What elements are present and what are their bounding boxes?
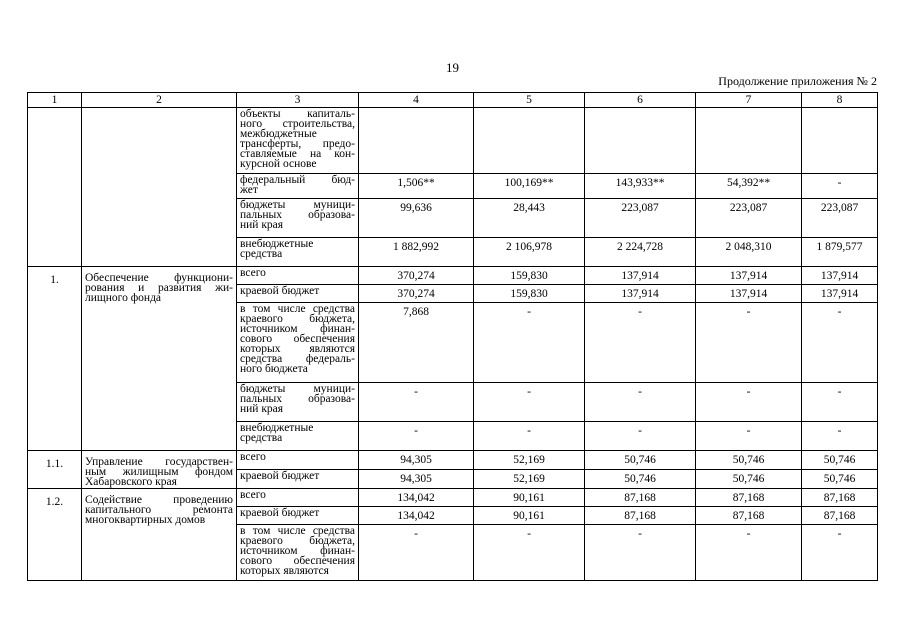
value-cell: 52,169	[474, 451, 585, 470]
value-cell: 54,392**	[696, 174, 802, 199]
funding-source-line: которых являются	[240, 343, 355, 355]
value-cell: 94,305	[359, 470, 474, 489]
value-cell: -	[696, 525, 802, 581]
value-cell: -	[696, 383, 802, 422]
header-cell: 1	[28, 93, 82, 108]
item-name	[82, 108, 237, 267]
funding-source-line: ний края	[240, 219, 284, 231]
value-cell: 87,168	[585, 507, 696, 525]
funding-source	[237, 267, 359, 285]
value-cell: 2 106,978	[474, 238, 585, 267]
value-cell: 1 879,577	[802, 238, 878, 267]
funding-source-line: в том числе средства	[240, 303, 355, 315]
funding-source-line: ставляемые на кон-	[240, 148, 355, 160]
value-cell: 90,161	[474, 507, 585, 525]
value-cell: -	[474, 383, 585, 422]
funding-source	[237, 303, 359, 383]
value-cell: -	[474, 422, 585, 451]
funding-source-line: жет	[240, 184, 258, 196]
value-cell	[802, 108, 878, 174]
funding-source-line: сового обеспечения	[240, 333, 355, 345]
value-cell	[474, 108, 585, 174]
table-row	[28, 267, 878, 285]
funding-source-line: источником финан-	[240, 545, 355, 557]
value-cell: 137,914	[585, 285, 696, 303]
value-cell: -	[585, 303, 696, 383]
value-cell: 90,161	[474, 489, 585, 507]
funding-source-line: ний края	[240, 403, 284, 415]
funding-source-line: краевой бюджет	[240, 470, 320, 482]
funding-source	[237, 451, 359, 470]
value-cell: 99,636	[359, 199, 474, 238]
header-cell: 5	[474, 93, 585, 108]
value-cell: 223,087	[696, 199, 802, 238]
funding-source-line: бюджеты муници-	[240, 199, 355, 211]
funding-source-line: межбюджетные	[240, 128, 317, 140]
value-cell: -	[474, 303, 585, 383]
header-cell: 3	[237, 93, 359, 108]
funding-source-line: ного строительства,	[240, 118, 355, 130]
value-cell: 159,830	[474, 285, 585, 303]
value-cell: 137,914	[802, 267, 878, 285]
budget-table	[27, 92, 878, 581]
header-cell: 8	[802, 93, 878, 108]
funding-source	[237, 174, 359, 199]
value-cell: -	[474, 525, 585, 581]
table-row	[28, 489, 878, 507]
value-cell	[696, 108, 802, 174]
funding-source	[237, 285, 359, 303]
funding-source-line: пальных образова-	[240, 393, 355, 405]
item-name: Обеспечение функциони-рования и развития жи-лищного фонда	[82, 267, 237, 451]
table-row	[28, 108, 878, 174]
header-cell: 7	[696, 93, 802, 108]
page-number: 19	[446, 60, 459, 75]
funding-source-line: которых являются	[240, 565, 329, 577]
value-cell: 50,746	[696, 470, 802, 489]
funding-source-line: объекты капиталь-	[240, 108, 355, 120]
item-number: 1.1.	[28, 451, 82, 489]
item-number	[28, 108, 82, 267]
value-cell: 1,506**	[359, 174, 474, 199]
funding-source	[237, 108, 359, 174]
funding-source-line: внебюджетные	[240, 422, 314, 434]
item-name: Управление государствен-ным жилищным фондом Хабаровского края	[82, 451, 237, 489]
funding-source-line: сового обеспечения	[240, 555, 355, 567]
value-cell: 50,746	[802, 470, 878, 489]
value-cell: 87,168	[696, 489, 802, 507]
value-cell: -	[359, 422, 474, 451]
value-cell: -	[359, 525, 474, 581]
value-cell: -	[802, 422, 878, 451]
value-cell: 87,168	[585, 489, 696, 507]
item-number: 1.2.	[28, 489, 82, 581]
funding-source	[237, 470, 359, 489]
funding-source-line: средства федераль-	[240, 353, 355, 365]
funding-source-line: средства	[240, 432, 283, 444]
value-cell: -	[696, 422, 802, 451]
funding-source	[237, 507, 359, 525]
table-row	[28, 451, 878, 470]
item-name: Содействие проведению капитального ремонта многоквартирных домов	[82, 489, 237, 581]
value-cell: 52,169	[474, 470, 585, 489]
value-cell: 7,868	[359, 303, 474, 383]
value-cell: 223,087	[802, 199, 878, 238]
header-cell: 6	[585, 93, 696, 108]
funding-source-line: в том числе средства	[240, 525, 355, 537]
funding-source	[237, 525, 359, 581]
value-cell: 87,168	[802, 489, 878, 507]
funding-source-line: всего	[240, 489, 266, 501]
continuation-note: Продолжение приложения № 2	[718, 74, 877, 88]
funding-source-line: внебюджетные	[240, 238, 314, 250]
value-cell: -	[359, 383, 474, 422]
value-cell: 134,042	[359, 489, 474, 507]
value-cell	[359, 108, 474, 174]
value-cell: 1 882,992	[359, 238, 474, 267]
funding-source	[237, 238, 359, 267]
value-cell: 100,169**	[474, 174, 585, 199]
value-cell: -	[585, 525, 696, 581]
funding-source	[237, 422, 359, 451]
funding-source-line: краевой бюджет	[240, 285, 320, 297]
value-cell: 50,746	[802, 451, 878, 470]
value-cell: 28,443	[474, 199, 585, 238]
value-cell: 370,274	[359, 267, 474, 285]
value-cell: 370,274	[359, 285, 474, 303]
funding-source	[237, 383, 359, 422]
value-cell: 2 048,310	[696, 238, 802, 267]
funding-source-line: федеральный бюд-	[240, 174, 355, 186]
value-cell: 143,933**	[585, 174, 696, 199]
funding-source-line: пальных образова-	[240, 209, 355, 221]
funding-source	[237, 489, 359, 507]
funding-source-line: источником финан-	[240, 323, 355, 335]
funding-source-line: краевого бюджета,	[240, 535, 355, 547]
value-cell: -	[802, 303, 878, 383]
funding-source-line: трансферты, предо-	[240, 138, 355, 150]
value-cell: 50,746	[585, 451, 696, 470]
header-cell: 2	[82, 93, 237, 108]
value-cell: 137,914	[696, 267, 802, 285]
value-cell: -	[696, 303, 802, 383]
value-cell: 223,087	[585, 199, 696, 238]
value-cell: 50,746	[696, 451, 802, 470]
funding-source-line: бюджеты муници-	[240, 383, 355, 395]
funding-source-line: краевого бюджета,	[240, 313, 355, 325]
value-cell: 2 224,728	[585, 238, 696, 267]
funding-source-line: ного бюджета	[240, 363, 308, 375]
value-cell: 94,305	[359, 451, 474, 470]
funding-source-line: всего	[240, 451, 266, 463]
item-number: 1.	[28, 267, 82, 451]
value-cell: 137,914	[696, 285, 802, 303]
value-cell: 87,168	[696, 507, 802, 525]
funding-source-line: всего	[240, 267, 266, 279]
value-cell: 50,746	[585, 470, 696, 489]
header-cell: 4	[359, 93, 474, 108]
value-cell: 87,168	[802, 507, 878, 525]
value-cell: -	[802, 174, 878, 199]
funding-source-line: курсной основе	[240, 158, 317, 170]
value-cell	[585, 108, 696, 174]
value-cell: 134,042	[359, 507, 474, 525]
value-cell: -	[802, 383, 878, 422]
value-cell: -	[802, 525, 878, 581]
value-cell: 159,830	[474, 267, 585, 285]
value-cell: -	[585, 383, 696, 422]
funding-source-line: средства	[240, 248, 283, 260]
funding-source	[237, 199, 359, 238]
funding-source-line: краевой бюджет	[240, 507, 320, 519]
value-cell: 137,914	[802, 285, 878, 303]
value-cell: -	[585, 422, 696, 451]
value-cell: 137,914	[585, 267, 696, 285]
